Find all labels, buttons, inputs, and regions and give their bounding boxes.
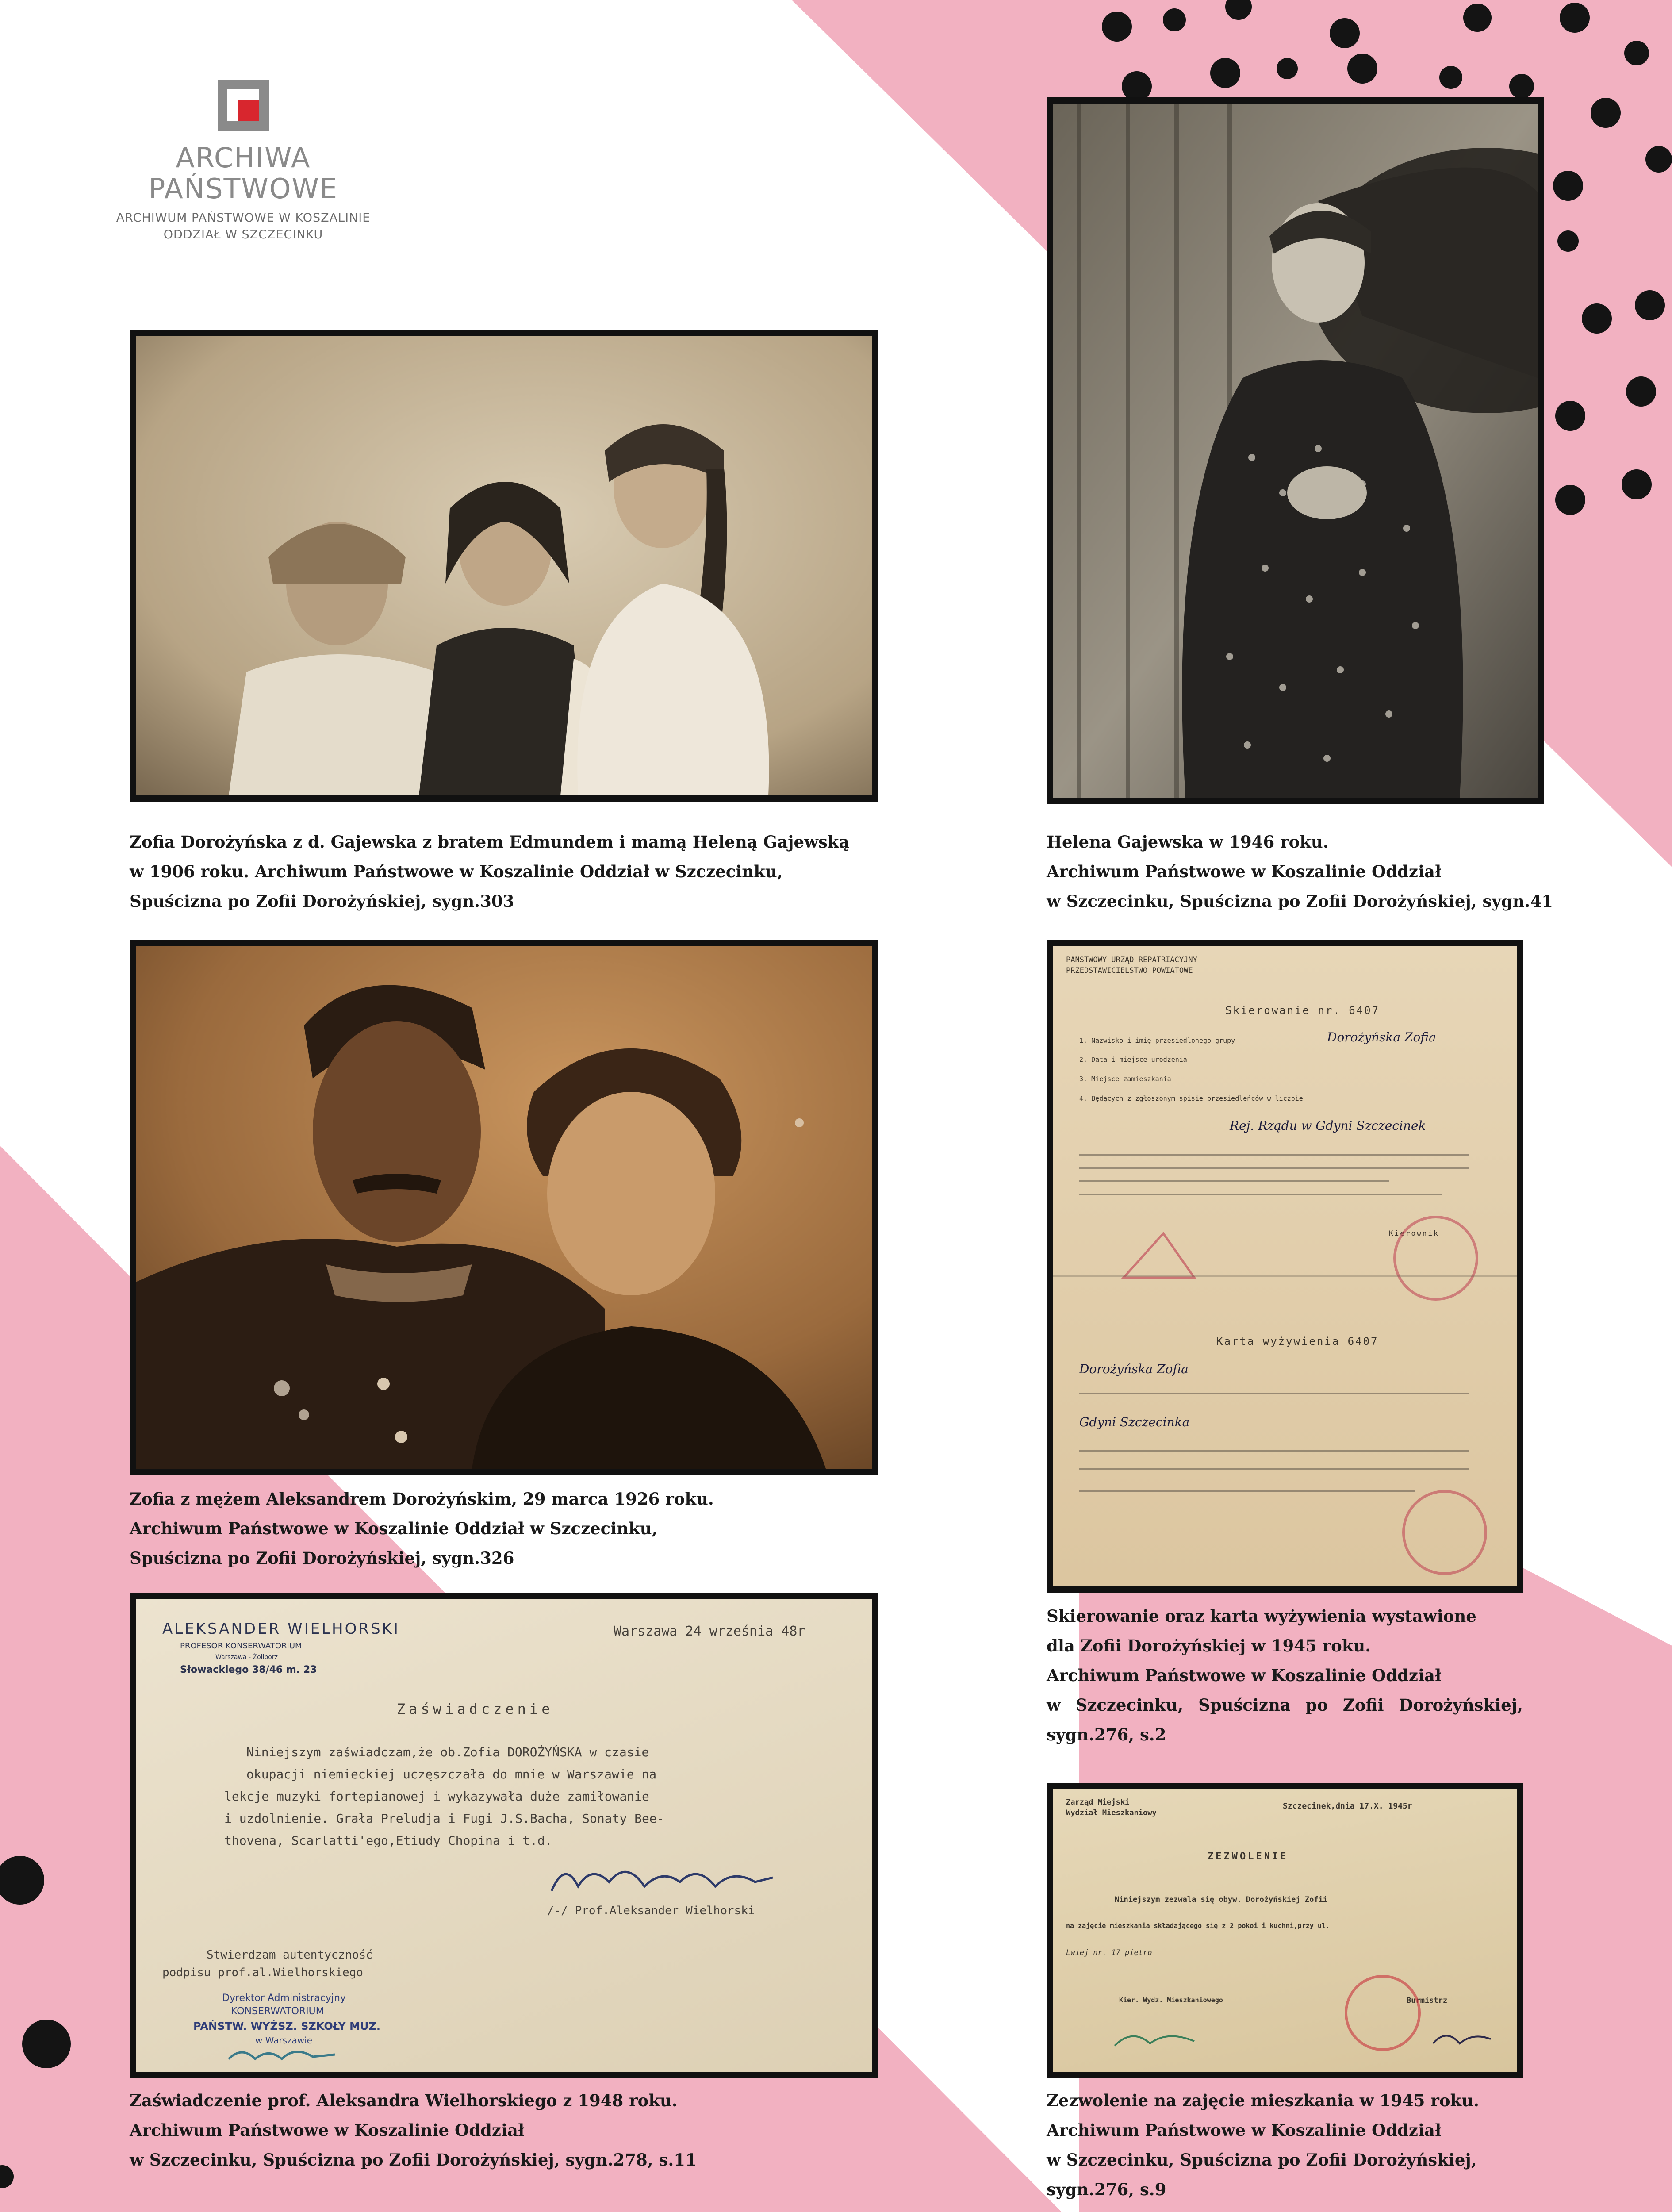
permit-line-1: Niniejszym zezwala się obyw. Dorożyńskiej Zofii <box>1115 1895 1328 1904</box>
logo-title-line2: PAŃSTWOWE <box>148 173 338 205</box>
permit-heading: ZEZWOLENIE <box>1208 1851 1289 1862</box>
referral-stamp-1 <box>1393 1216 1478 1301</box>
caption-line: Spuścizna po Zofii Dorożyńskiej, sygn.326 <box>130 1548 514 1568</box>
caption-line: w Szczecinku, Spuścizna po Zofii Dorożyńskiej, <box>1047 2150 1477 2170</box>
referral-line-4: 4. Będących z zgłoszonym spisie przesiedleńców w liczbie <box>1079 1094 1303 1102</box>
photo-husband-1926 <box>130 940 878 1475</box>
document-referral-1945 <box>1047 940 1523 1593</box>
couple-portrait-image <box>136 946 872 1469</box>
photo-family-1906 <box>130 330 878 802</box>
certificate-typed-signature: /-/ Prof.Aleksander Wielhorski <box>547 1904 755 1917</box>
photo-helena-1946 <box>1047 97 1544 804</box>
archiwa-logo <box>106 80 380 243</box>
certificate-sender-name: ALEKSANDER WIELHORSKI <box>162 1620 400 1638</box>
caption-line: Zofia Dorożyńska z d. Gajewska z bratem Edmundem i mamą Heleną Gajewską <box>130 832 850 852</box>
referral-triangle-stamp <box>1119 1229 1199 1282</box>
caption-line: Archiwum Państwowe w Koszalinie Oddział w Szczecinku, <box>130 1519 658 1538</box>
referral-line-3: 3. Miejsce zamieszkania <box>1079 1075 1171 1083</box>
caption-permit-1945 <box>1047 2086 1479 2204</box>
document-permit-1945 <box>1047 1783 1523 2078</box>
certificate-heading: Zaświadczenie <box>397 1701 554 1717</box>
certificate-stamp-2: KONSERWATORIUM <box>231 2006 324 2017</box>
logo-subtitle-line2: ODDZIAŁ W SZCZECINKU <box>163 228 323 242</box>
caption-line: w Szczecinku, Spuścizna po Zofii Dorożyńskiej, <box>1047 1695 1523 1715</box>
document-certificate-1948 <box>130 1593 878 2078</box>
caption-line: Zezwolenie na zajęcie mieszkania w 1945 roku. <box>1047 2091 1479 2110</box>
caption-helena-1946 <box>1047 827 1553 916</box>
caption-line: dla Zofii Dorożyńskiej w 1945 roku. <box>1047 1636 1371 1655</box>
helena-portrait-image <box>1053 104 1538 798</box>
caption-certificate-1948 <box>130 2086 697 2175</box>
caption-line: Archiwum Państwowe w Koszalinie Oddział <box>1047 2120 1442 2140</box>
permit-line-3: Lwiej nr. 17 piętro <box>1066 1948 1152 1957</box>
permit-handwritten-signatures <box>1097 2019 1495 2059</box>
certificate-body-5: thovena, Scarlatti'ego,Etiudy Chopina i t.d. <box>224 1833 552 1848</box>
certificate-body-2: okupacji niemieckiej uczęszczała do mnie w Warszawie na <box>246 1767 657 1782</box>
referral-name-handwritten: Dorożyńska Zofia <box>1327 1030 1436 1045</box>
certificate-sender-address: Słowackiego 38/46 m. 23 <box>180 1664 317 1675</box>
permit-org-2: Wydział Mieszkaniowy <box>1066 1809 1157 1817</box>
permit-date: Szczecinek,dnia 17.X. 1945r <box>1283 1801 1412 1811</box>
certificate-sender-district: Warszawa - Żoliborz <box>215 1654 278 1661</box>
caption-line: Archiwum Państwowe w Koszalinie Oddział <box>130 2120 525 2140</box>
certificate-handwritten-signature <box>547 1855 777 1904</box>
caption-line: sygn.276, s.2 <box>1047 1725 1166 1744</box>
certificate-stamp-1: Dyrektor Administracyjny <box>222 1993 346 2004</box>
referral-destination-handwritten: Rej. Rządu w Gdyni Szczecinek <box>1230 1118 1426 1133</box>
certificate-body-4: i uzdolnienie. Grała Preludja i Fugi J.S.Bacha, Sonaty Bee- <box>224 1811 664 1826</box>
permit-mayor: Burmistrz <box>1407 1996 1448 2005</box>
caption-line: Archiwum Państwowe w Koszalinie Oddział <box>1047 862 1442 881</box>
caption-line: sygn.276, s.9 <box>1047 2180 1166 2199</box>
caption-line: Helena Gajewska w 1946 roku. <box>1047 832 1329 852</box>
referral-card-name: Dorożyńska Zofia <box>1079 1362 1189 1376</box>
referral-line-1: 1. Nazwisko i imię przesiedlonego grupy <box>1079 1037 1235 1045</box>
referral-card-destination: Gdyni Szczecinka <box>1079 1415 1190 1429</box>
caption-husband-1926 <box>130 1484 714 1573</box>
caption-line: Archiwum Państwowe w Koszalinie Oddział <box>1047 1666 1442 1685</box>
certificate-stamp-4: w Warszawie <box>255 2035 313 2046</box>
caption-family-1906 <box>130 827 849 916</box>
logo-title-line1: ARCHIWA <box>176 142 311 174</box>
caption-line: w Szczecinku, Spuścizna po Zofii Dorożyńskiej, sygn.278, s.11 <box>130 2150 697 2170</box>
caption-line: w 1906 roku. Archiwum Państwowe w Koszalinie Oddział w Szczecinku, <box>130 862 783 881</box>
archiwa-logo-icon <box>218 80 269 131</box>
caption-line: Skierowanie oraz karta wyżywienia wystawione <box>1047 1606 1476 1626</box>
certificate-body-3: lekcje muzyki fortepianowej i wykazywała duże zamiłowanie <box>224 1789 649 1804</box>
certificate-director-signature <box>224 2041 339 2068</box>
referral-title: Skierowanie nr. 6407 <box>1225 1004 1380 1017</box>
permit-org-1: Zarząd Miejski <box>1066 1798 1130 1807</box>
certificate-confirm-1: Stwierdzam autentyczność <box>207 1948 373 1962</box>
logo-subtitle-line1: ARCHIWUM PAŃSTWOWE W KOSZALINIE <box>116 211 371 225</box>
caption-line: Zofia z mężem Aleksandrem Dorożyńskim, 29 marca 1926 roku. <box>130 1489 714 1509</box>
certificate-sender-title: PROFESOR KONSERWATORIUM <box>180 1641 302 1651</box>
referral-document-image <box>1053 946 1517 1586</box>
certificate-confirm-2: podpisu prof.al.Wielhorskiego <box>162 1966 363 1979</box>
caption-line: Spuścizna po Zofii Dorożyńskiej, sygn.303 <box>130 891 514 911</box>
permit-signature: Kier. Wydz. Mieszkaniowego <box>1119 1996 1223 2004</box>
certificate-date: Warszawa 24 września 48r <box>614 1624 805 1639</box>
permit-document-image <box>1053 1789 1517 2072</box>
caption-line: w Szczecinku, Spuścizna po Zofii Dorożyńskiej, sygn.41 <box>1047 891 1553 911</box>
certificate-body-1: Niniejszym zaświadczam,że ob.Zofia DOROŻYŃSKA w czasie <box>246 1745 649 1759</box>
referral-org-1: PAŃSTWOWY URZĄD REPATRIACYJNY <box>1066 956 1197 964</box>
caption-referral-1945 <box>1047 1601 1523 1750</box>
caption-line: Zaświadczenie prof. Aleksandra Wielhorskiego z 1948 roku. <box>130 2091 678 2110</box>
permit-line-2: na zajęcie mieszkania składającego się z 2 pokoi i kuchni,przy ul. <box>1066 1922 1330 1930</box>
referral-org-2: PRZEDSTAWICIELSTWO POWIATOWE <box>1066 966 1193 975</box>
certificate-document-image <box>136 1599 872 2072</box>
referral-stamp-2 <box>1402 1490 1487 1575</box>
referral-signature: Kierownik <box>1389 1229 1439 1237</box>
referral-line-2: 2. Data i miejsce urodzenia <box>1079 1056 1187 1064</box>
family-portrait-image <box>136 336 872 795</box>
certificate-stamp-3: PAŃSTW. WYŻSZ. SZKOŁY MUZ. <box>193 2020 381 2032</box>
referral-card-title: Karta wyżywienia 6407 <box>1216 1335 1379 1348</box>
